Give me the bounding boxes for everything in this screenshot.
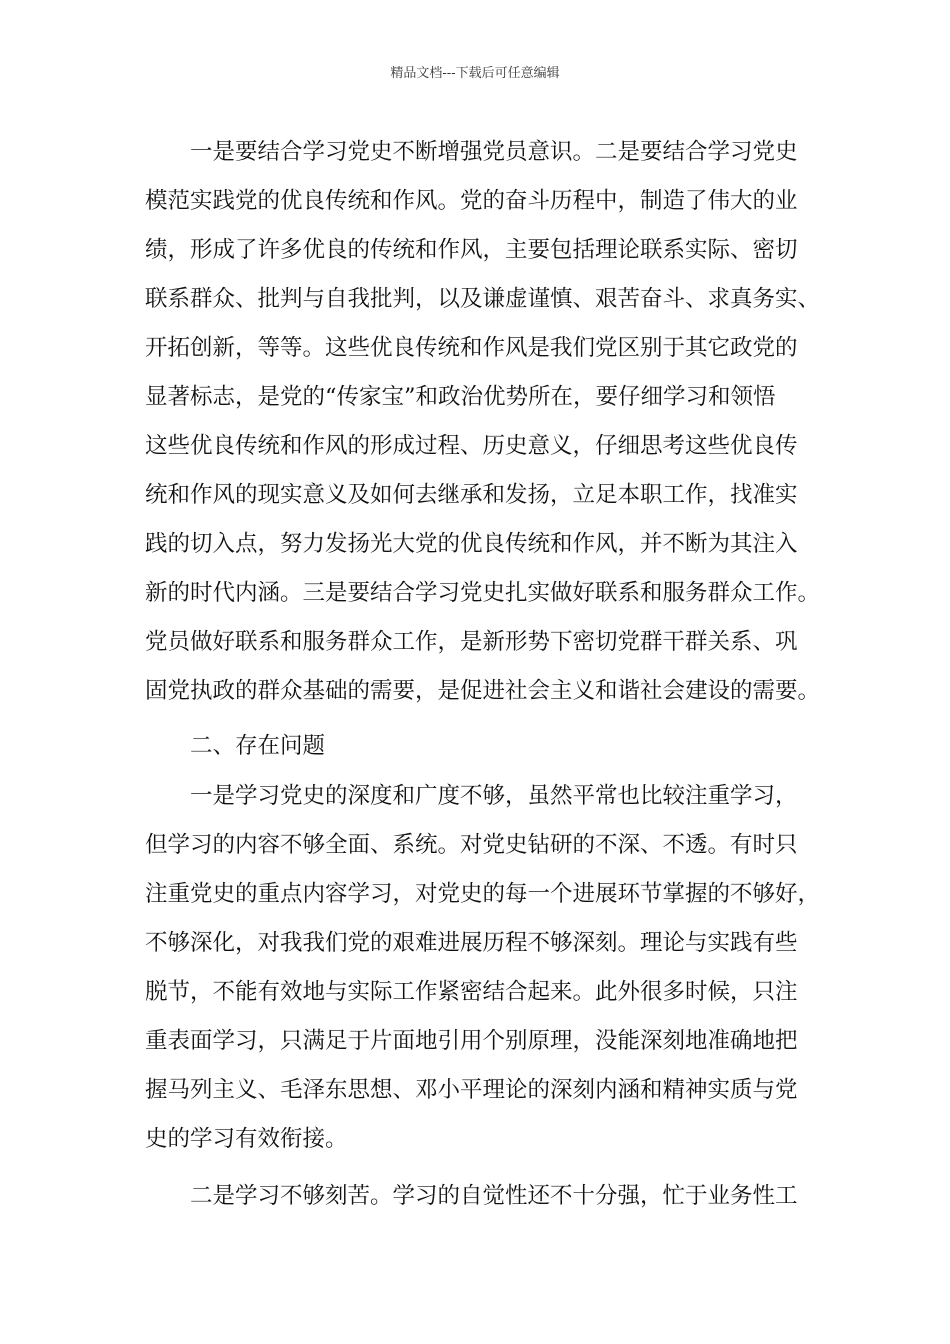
- text-line: 模范实践党的优良传统和作风。党的奋斗历程中，制造了伟大的业: [145, 188, 798, 214]
- text-line: 但学习的内容不够全面、系统。对党史钻研的不深、不透。有时只: [145, 832, 798, 858]
- text-line: 固党执政的群众基础的需要，是促进社会主义和谐社会建设的需要。: [145, 678, 821, 704]
- section-heading: [145, 722, 325, 771]
- text-line: 一是学习党史的深度和广度不够，虽然平常也比较注重学习，: [190, 783, 798, 809]
- text-line: 新的时代内涵。三是要结合学习党史扎实做好联系和服务群众工作。: [145, 580, 821, 606]
- text-line: 重表面学习，只满足于片面地引用个别原理，没能深刻地准确地把: [145, 1028, 798, 1054]
- text-line: 显著标志，是党的“传家宝”和政治优势所在，要仔细学习和领悟: [145, 384, 776, 410]
- text-line: 不够深化，对我我们党的艰难进展历程不够深刻。理论与实践有些: [145, 930, 798, 956]
- text-line: 践的切入点，努力发扬光大党的优良传统和作风，并不断为其注入: [145, 531, 798, 557]
- text-line: 脱节，不能有效地与实际工作紧密结合起来。此外很多时候，只注: [145, 979, 798, 1005]
- text-line: 握马列主义、毛泽东思想、邓小平理论的深刻内涵和精神实质与党: [145, 1077, 798, 1103]
- text-line: 一是要结合学习党史不断增强党员意识。二是要结合学习党史: [190, 139, 798, 165]
- text-line: 联系群众、批判与自我批判，以及谦虚谨慎、艰苦奋斗、求真务实、: [145, 286, 821, 312]
- text-line: 二是学习不够刻苦。学习的自觉性还不十分强，忙于业务性工: [190, 1183, 798, 1209]
- text-line: 党员做好联系和服务群众工作，是新形势下密切党群干群关系、巩: [145, 629, 798, 655]
- text-line: 史的学习有效衔接。: [145, 1126, 348, 1152]
- page-header: 精品文档---下载后可任意编辑: [390, 66, 560, 81]
- paragraph-study-depth: [145, 772, 820, 1164]
- text-line: 这些优良传统和作风的形成过程、历史意义，仔细思考这些优良传: [145, 433, 798, 459]
- paragraph-study-diligence: [145, 1172, 798, 1221]
- paragraph-party-history-awareness: [145, 128, 820, 716]
- text-line: 绩，形成了许多优良的传统和作风，主要包括理论联系实际、密切: [145, 237, 798, 263]
- text-line: 统和作风的现实意义及如何去继承和发扬，立足本职工作，找准实: [145, 482, 798, 508]
- heading-text: 二、存在问题: [190, 733, 326, 759]
- text-line: 注重党史的重点内容学习，对党史的每一个进展环节掌握的不够好，: [145, 881, 821, 907]
- text-line: 开拓创新，等等。这些优良传统和作风是我们党区别于其它政党的: [145, 335, 798, 361]
